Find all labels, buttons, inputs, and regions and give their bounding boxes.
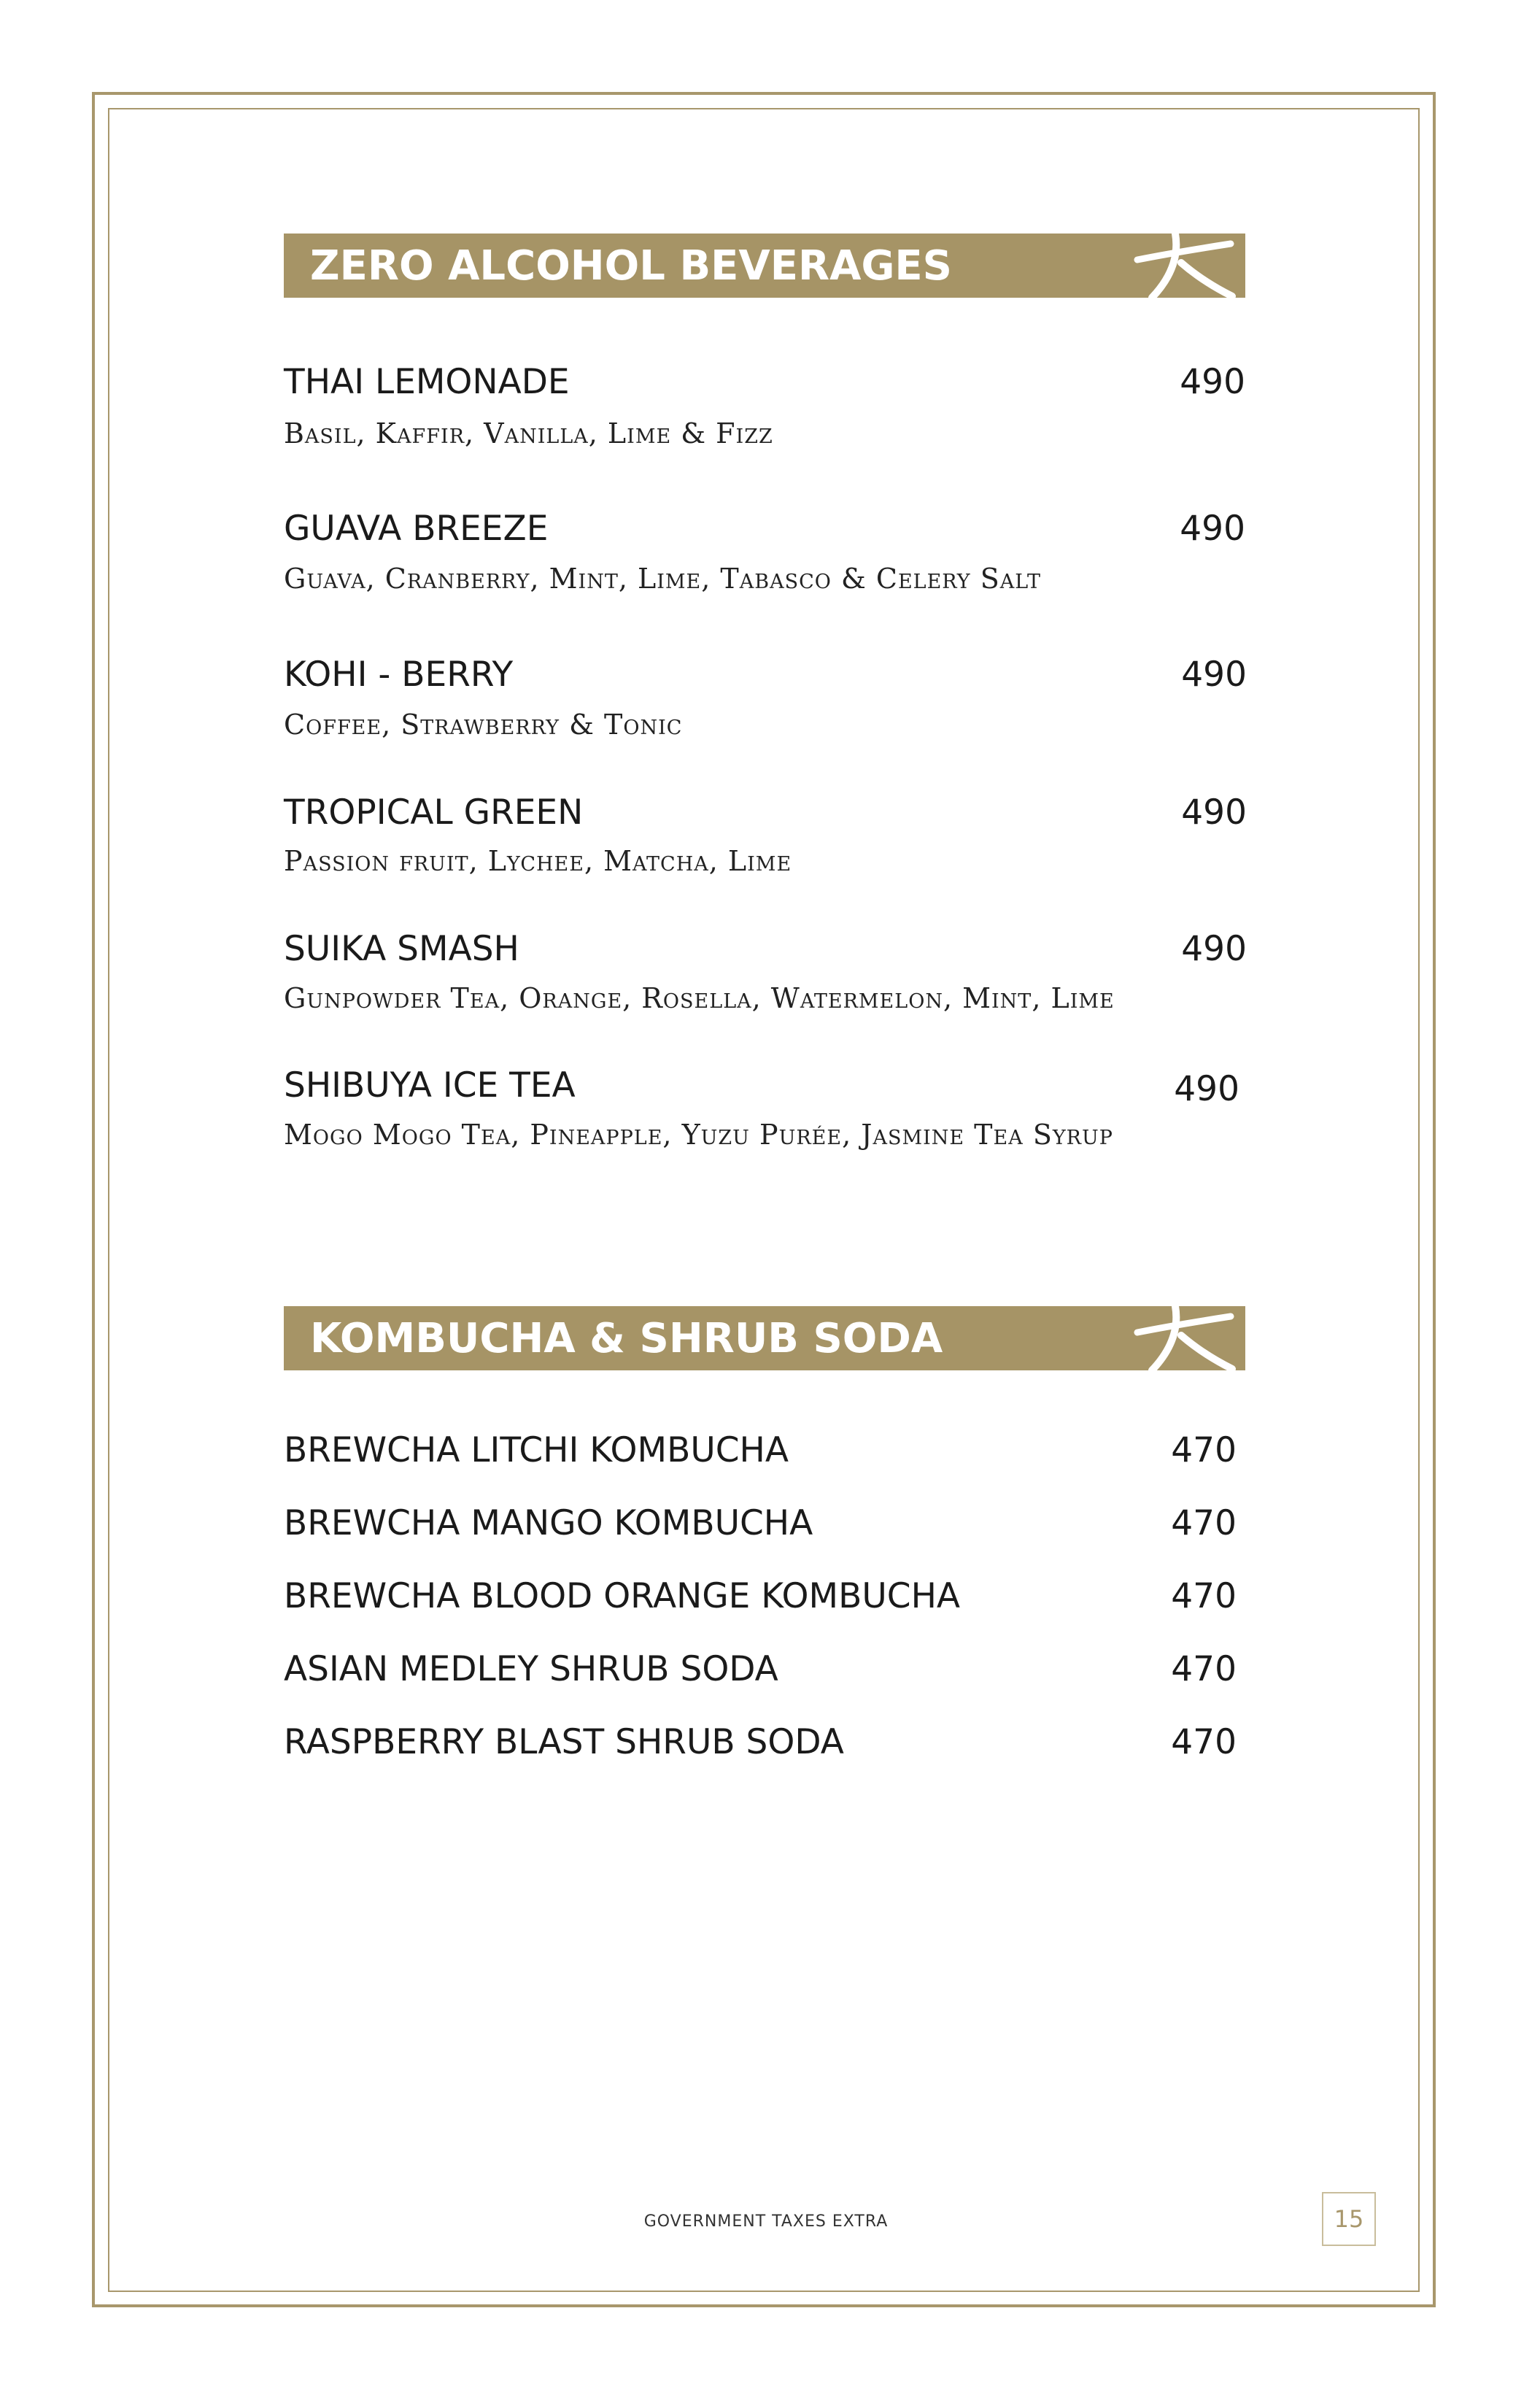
brand-glyph-icon bbox=[1130, 1303, 1239, 1373]
menu-item-price: 490 bbox=[1181, 792, 1247, 833]
menu-item-price: 470 bbox=[1171, 1430, 1237, 1470]
menu-item-name: BREWCHA BLOOD ORANGE KOMBUCHA bbox=[284, 1576, 961, 1616]
section-header-kombucha bbox=[284, 1306, 1245, 1370]
menu-item-description: Passion fruit, Lychee, Matcha, Lime bbox=[284, 845, 792, 877]
menu-item-name: BREWCHA LITCHI KOMBUCHA bbox=[284, 1430, 789, 1470]
menu-item-description: Mogo Mogo Tea, Pineapple, Yuzu Purée, Jasmine Tea Syrup bbox=[284, 1119, 1113, 1151]
section-title: KOMBUCHA & SHRUB SODA bbox=[310, 1314, 943, 1362]
menu-item-description: Coffee, Strawberry & Tonic bbox=[284, 709, 683, 741]
menu-item-price: 470 bbox=[1171, 1503, 1237, 1543]
menu-item-name: SUIKA SMASH bbox=[284, 929, 519, 969]
menu-item-price: 470 bbox=[1171, 1576, 1237, 1616]
page-number: 15 bbox=[1322, 2192, 1376, 2246]
menu-item-price: 490 bbox=[1181, 929, 1247, 969]
menu-item-price: 490 bbox=[1180, 362, 1245, 402]
menu-item-description: Gunpowder Tea, Orange, Rosella, Watermelon, Mint, Lime bbox=[284, 982, 1115, 1014]
menu-item-description: Basil, Kaffir, Vanilla, Lime & Fizz bbox=[284, 417, 773, 449]
footer-note: GOVERNMENT TAXES EXTRA bbox=[643, 2212, 889, 2231]
menu-item-name: ASIAN MEDLEY SHRUB SODA bbox=[284, 1649, 778, 1689]
menu-item-name: BREWCHA MANGO KOMBUCHA bbox=[284, 1503, 813, 1543]
menu-item-price: 470 bbox=[1171, 1649, 1237, 1689]
menu-item-description: Guava, Cranberry, Mint, Lime, Tabasco & Celery Salt bbox=[284, 563, 1041, 595]
menu-item-name: RASPBERRY BLAST SHRUB SODA bbox=[284, 1722, 844, 1762]
menu-item-price: 490 bbox=[1180, 509, 1245, 549]
section-header-zero-alcohol bbox=[284, 234, 1245, 298]
menu-item-price: 490 bbox=[1174, 1069, 1239, 1109]
menu-item-name: TROPICAL GREEN bbox=[284, 792, 584, 833]
menu-item-name: THAI LEMONADE bbox=[284, 362, 570, 402]
section-title: ZERO ALCOHOL BEVERAGES bbox=[310, 242, 953, 290]
menu-item-name: SHIBUYA ICE TEA bbox=[284, 1065, 576, 1105]
menu-item-price: 470 bbox=[1171, 1722, 1237, 1762]
brand-glyph-icon bbox=[1130, 231, 1239, 301]
menu-item-name: KOHI - BERRY bbox=[284, 655, 514, 695]
menu-item-name: GUAVA BREEZE bbox=[284, 509, 549, 549]
menu-item-price: 490 bbox=[1181, 655, 1247, 695]
